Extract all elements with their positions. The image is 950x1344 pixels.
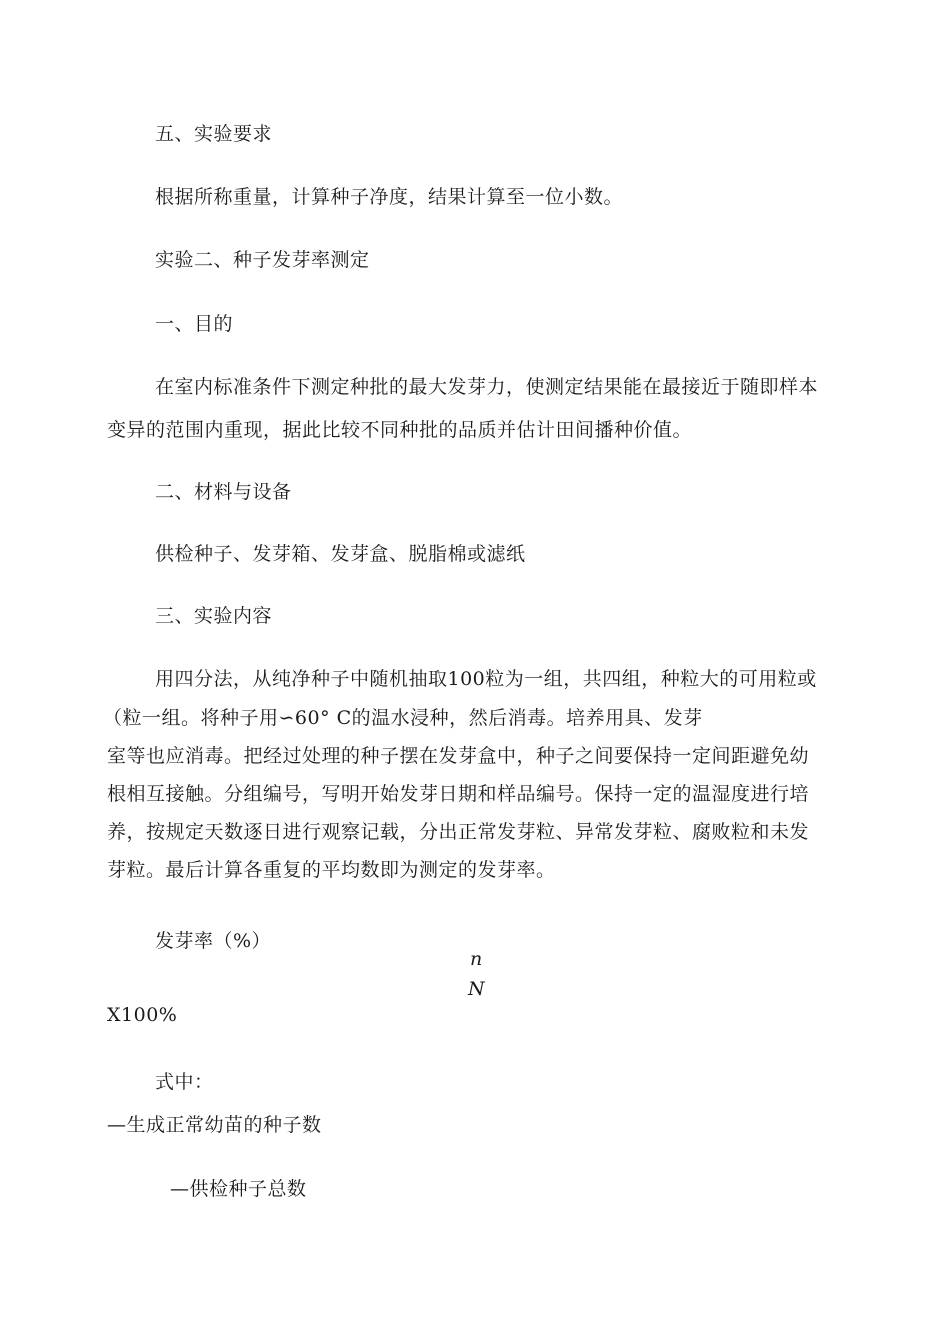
paragraph-requirements: 根据所称重量，计算种子净度，结果计算至一位小数。	[155, 186, 624, 208]
formula-multiplier: X100%	[107, 1004, 178, 1026]
paragraph-content-line-2: （粒一组。将种子用∽60° C的温水浸种，然后消毒。培养用具、发芽	[103, 707, 703, 729]
formula-denominator: N	[468, 978, 486, 1000]
section-heading-purpose: 一、目的	[155, 313, 234, 335]
section-heading-materials: 二、材料与设备	[155, 481, 292, 503]
paragraph-purpose-line-1: 在室内标准条件下测定种批的最大发芽力，使测定结果能在最接近于随即样本	[155, 376, 819, 398]
formula-numerator: n	[470, 948, 483, 970]
formula-where: 式中：	[155, 1071, 214, 1093]
experiment-title: 实验二、种子发芽率测定	[155, 249, 370, 271]
paragraph-content-line-4: 根相互接触。分组编号，写明开始发芽日期和样品编号。保持一定的温湿度进行培	[107, 783, 810, 805]
paragraph-content-line-6: 芽粒。最后计算各重复的平均数即为测定的发芽率。	[107, 859, 556, 881]
paragraph-materials: 供检种子、发芽箱、发芽盒、脱脂棉或滤纸	[155, 543, 526, 565]
formula-definition-n: —生成正常幼苗的种子数	[107, 1114, 322, 1136]
paragraph-content-line-5: 养，按规定天数逐日进行观察记载，分出正常发芽粒、异常发芽粒、腐败粒和未发	[107, 821, 810, 843]
paragraph-content-line-3: 室等也应消毒。把经过处理的种子摆在发芽盒中，种子之间要保持一定间距避免幼	[107, 745, 810, 767]
paragraph-content-line-1: 用四分法，从纯净种子中随机抽取100粒为一组，共四组，种粒大的可用粒或	[155, 668, 817, 690]
paragraph-purpose-line-2: 变异的范围内重现，据此比较不同种批的品质并估计田间播种价值。	[107, 419, 693, 441]
section-heading-requirements: 五、实验要求	[155, 123, 273, 145]
formula-definition-N: —供检种子总数	[170, 1178, 307, 1200]
section-heading-content: 三、实验内容	[155, 605, 273, 627]
formula-label: 发芽率（%）	[155, 930, 272, 952]
